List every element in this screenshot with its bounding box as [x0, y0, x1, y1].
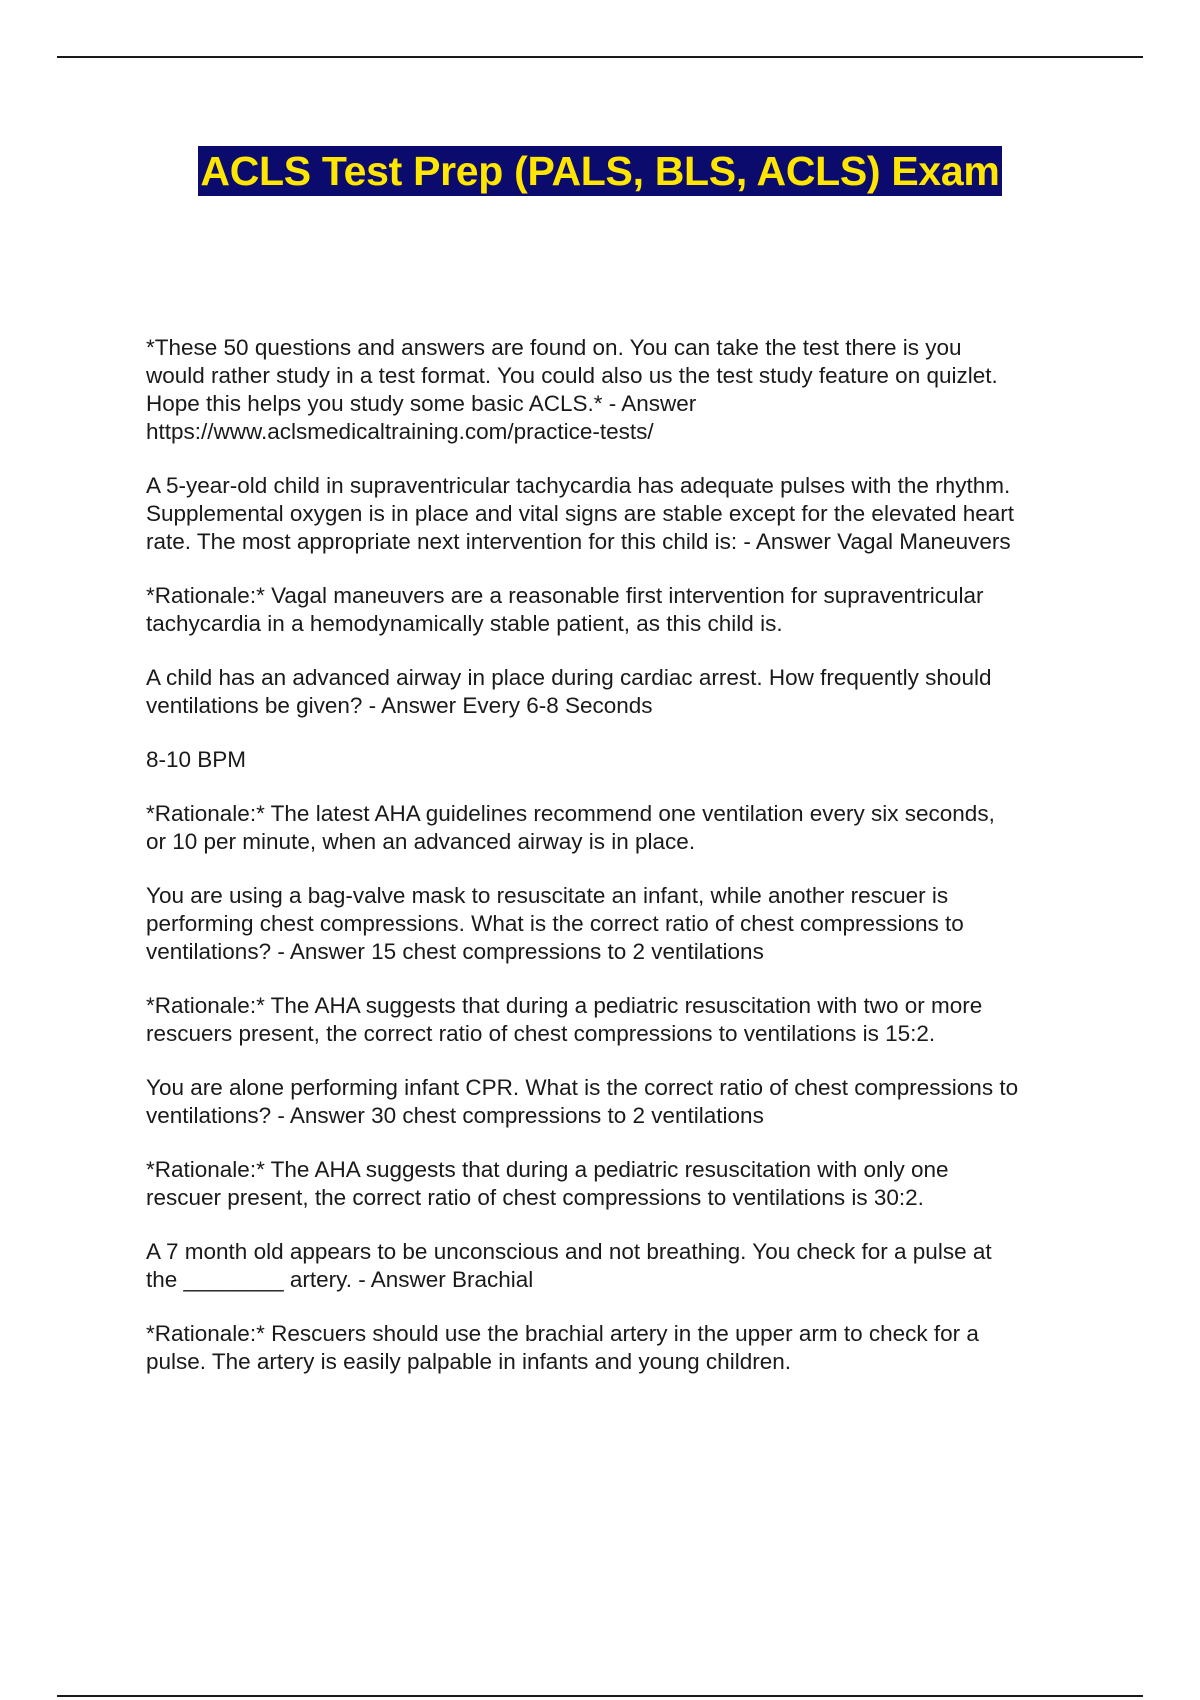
question-pulse-check — [146, 1238, 1096, 1294]
text-line: *These 50 questions and answers are found on. You can take the test there is you — [146, 335, 962, 360]
text-line: the ________ artery. - Answer Brachial — [146, 1267, 534, 1292]
text-line: would rather study in a test format. You could also us the test study feature on quizlet. — [146, 363, 998, 388]
text-line: Hope this helps you study some basic ACLS.* - Answer — [146, 391, 697, 416]
text-line: ventilations? - Answer 15 chest compressions to 2 ventilations — [146, 939, 764, 964]
text-line: 8-10 BPM — [146, 747, 247, 772]
text-line: *Rationale:* The AHA suggests that during a pediatric resuscitation with only one — [146, 1157, 949, 1182]
text-line: *Rationale:* Rescuers should use the brachial artery in the upper arm to check for a — [146, 1321, 979, 1346]
text-line: performing chest compressions. What is the correct ratio of chest compressions to — [146, 911, 964, 936]
text-line: rescuers present, the correct ratio of chest compressions to ventilations is 15:2. — [146, 1021, 936, 1046]
question-two-rescuer — [146, 882, 1096, 966]
rationale-pulse-check — [146, 1320, 1096, 1376]
rationale-single-rescuer — [146, 1156, 1096, 1212]
title-block — [0, 146, 1200, 196]
text-line: ventilations? - Answer 30 chest compressions to 2 ventilations — [146, 1103, 764, 1128]
text-line: You are alone performing infant CPR. What is the correct ratio of chest compressions to — [146, 1075, 1019, 1100]
text-line: *Rationale:* The latest AHA guidelines recommend one ventilation every six seconds, — [146, 801, 995, 826]
text-line: Supplemental oxygen is in place and vital signs are stable except for the elevated heart — [146, 501, 1015, 526]
text-line: *Rationale:* Vagal maneuvers are a reasonable first intervention for supraventricular — [146, 583, 984, 608]
text-line: ventilations be given? - Answer Every 6-8 Seconds — [146, 693, 653, 718]
answer-note-bpm — [146, 746, 1096, 774]
text-line: rate. The most appropriate next intervention for this child is: - Answer Vagal Maneuvers — [146, 529, 1011, 554]
document-title: ACLS Test Prep (PALS, BLS, ACLS) Exam — [200, 148, 1000, 194]
text-line: pulse. The artery is easily palpable in infants and young children. — [146, 1349, 791, 1374]
rationale-advanced-airway — [146, 800, 1096, 856]
text-line: A 7 month old appears to be unconscious and not breathing. You check for a pulse at — [146, 1239, 992, 1264]
question-advanced-airway — [146, 664, 1096, 720]
source-url: https://www.aclsmedicaltraining.com/practice-tests/ — [146, 419, 654, 444]
text-line: You are using a bag-valve mask to resuscitate an infant, while another rescuer is — [146, 883, 949, 908]
text-line: tachycardia in a hemodynamically stable patient, as this child is. — [146, 611, 783, 636]
text-line: *Rationale:* The AHA suggests that during a pediatric resuscitation with two or more — [146, 993, 983, 1018]
question-single-rescuer — [146, 1074, 1096, 1130]
bottom-divider — [57, 1695, 1143, 1697]
text-line: A 5-year-old child in supraventricular tachycardia has adequate pulses with the rhythm. — [146, 473, 1011, 498]
top-divider — [57, 56, 1143, 58]
paragraph-intro — [146, 334, 1096, 446]
rationale-svt — [146, 582, 1096, 638]
text-line: A child has an advanced airway in place during cardiac arrest. How frequently should — [146, 665, 992, 690]
text-line: or 10 per minute, when an advanced airway is in place. — [146, 829, 696, 854]
rationale-two-rescuer — [146, 992, 1096, 1048]
document-body — [146, 334, 1096, 1402]
question-svt — [146, 472, 1096, 556]
text-line: rescuer present, the correct ratio of chest compressions to ventilations is 30:2. — [146, 1185, 924, 1210]
